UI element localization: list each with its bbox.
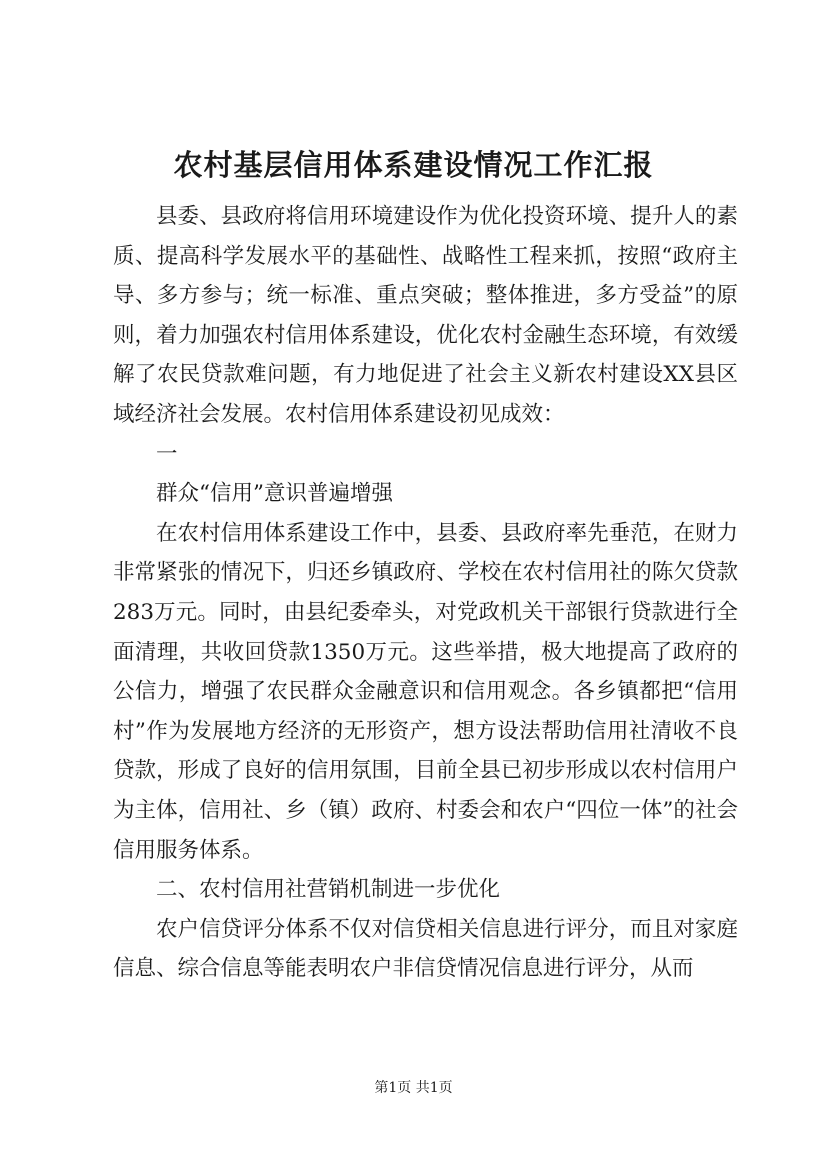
section-heading-2: 二、农村信用社营销机制进一步优化 bbox=[156, 877, 501, 903]
section-heading-1: 群众“信用”意识普遍增强 bbox=[156, 481, 393, 507]
paragraph-section-2: 农户信贷评分体系不仅对信贷相关信息进行评分，而且对家庭信息、综合信息等能表明农户非信贷情况信息进行评分，从而 bbox=[113, 916, 738, 982]
paragraph-intro: 县委、县政府将信用环境建设作为优化投资环境、提升人的素质、提高科学发展水平的基础性、战略性工程来抓，按照“政府主导、多方参与；统一标准、重点突破；整体推进，多方受益”的原则，着力加强农村信用体系建设，优化农村金融生态环境，有效缓解了农民贷款难问题，有力地促进了社会主义新农村建设XX县区域经济社会发展。农村信用体系建设初见成效： bbox=[113, 204, 738, 427]
document-title: 农村基层信用体系建设情况工作汇报 bbox=[173, 148, 654, 182]
page-footer: 第1页 共1页 bbox=[374, 1080, 453, 1096]
section-number: 一 bbox=[156, 441, 178, 467]
paragraph-section-1: 在农村信用体系建设工作中，县委、县政府率先垂范，在财力非常紧张的情况下，归还乡镇政府、学校在农村信用社的陈欠贷款283万元。同时，由县纪委牵头，对党政机关干部银行贷款进行全面清理，共收回贷款1350万元。这些举措，极大地提高了政府的公信力，增强了农民群众金融意识和信用观念。各乡镇都把“信用村”作为发展地方经济的无形资产，想方设法帮助信用社清收不良贷款，形成了良好的信用氛围，目前全县已初步形成以农村信用户为主体，信用社、乡（镇）政府、村委会和农户“四位一体”的社会信用服务体系。 bbox=[113, 520, 738, 863]
document-body bbox=[113, 197, 738, 989]
